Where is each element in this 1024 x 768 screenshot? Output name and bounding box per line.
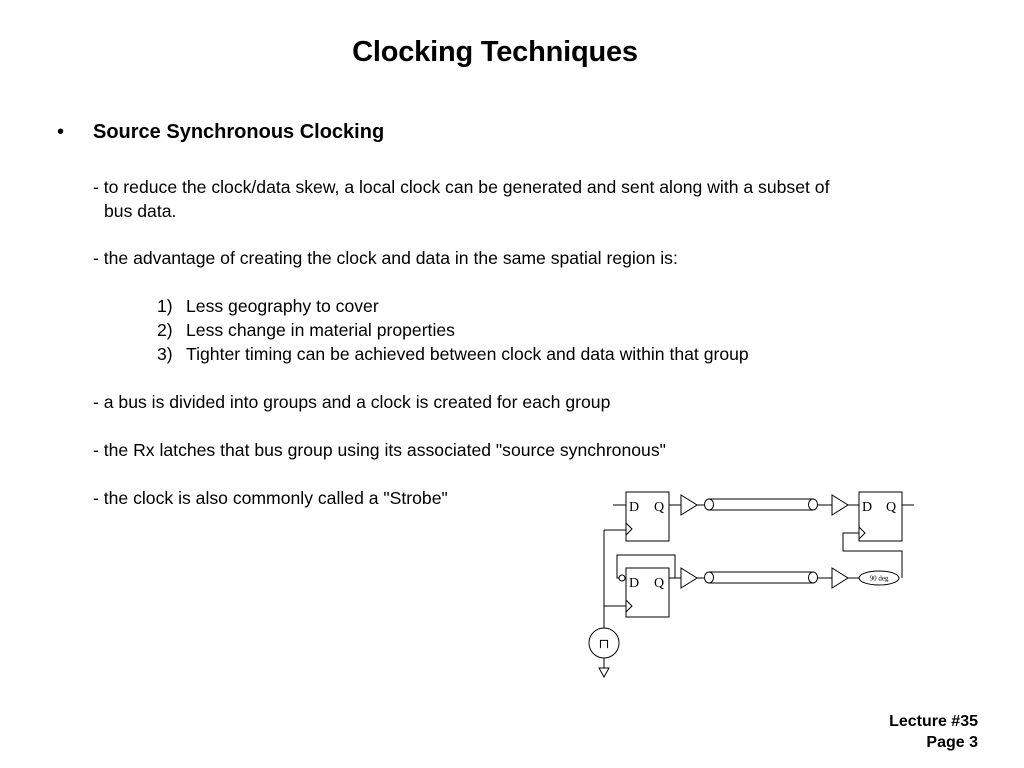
rx-data-buffer — [832, 495, 848, 515]
paragraph-bus-groups: - a bus is divided into groups and a clock is created for each group — [93, 392, 611, 412]
list-item-number: 3) — [157, 344, 173, 364]
svg-text:90 deg: 90 deg — [869, 574, 889, 583]
list-item-text: Less change in material properties — [186, 320, 455, 340]
tx-strobe-buffer — [681, 568, 697, 588]
strobe-transmission-line — [705, 572, 818, 583]
tx-strobe-flip-flop — [626, 568, 669, 617]
paragraph-advantage: - the advantage of creating the clock and data in the same spatial region is: — [93, 248, 678, 268]
paragraph-rx-latches: - the Rx latches that bus group using its associated "source synchronous" — [93, 440, 666, 460]
list-item-text: Tighter timing can be achieved between clock and data within that group — [186, 344, 749, 364]
data-transmission-line — [705, 499, 818, 510]
rx-flip-flop — [859, 492, 902, 541]
section-heading: Source Synchronous Clocking — [93, 121, 385, 143]
svg-text:Q: Q — [654, 576, 665, 591]
list-item-number: 2) — [157, 320, 173, 340]
paragraph-skew-line-2: bus data. — [104, 201, 177, 221]
paragraph-skew-line-1: - to reduce the clock/data skew, a local clock can be generated and sent along with a subset of — [93, 177, 830, 197]
footer-lecture-number: Lecture #35 — [889, 713, 978, 730]
clock-source — [589, 628, 619, 677]
paragraph-strobe: - the clock is also commonly called a "Strobe" — [93, 488, 448, 508]
svg-text:⊓: ⊓ — [598, 636, 610, 651]
slide-title: Clocking Techniques — [352, 36, 638, 68]
svg-text:D: D — [629, 576, 640, 591]
tx-data-flip-flop — [626, 492, 669, 541]
tx-data-buffer — [681, 495, 697, 515]
svg-text:Q: Q — [654, 500, 665, 515]
rx-strobe-buffer — [832, 568, 848, 588]
footer-page-number: Page 3 — [926, 734, 978, 751]
list-item-text: Less geography to cover — [186, 296, 379, 316]
list-item-number: 1) — [157, 296, 173, 316]
bullet-marker: • — [57, 121, 65, 143]
svg-text:D: D — [862, 500, 873, 515]
delay-90-deg — [859, 571, 899, 585]
svg-text:Q: Q — [886, 500, 897, 515]
svg-text:D: D — [629, 500, 640, 515]
